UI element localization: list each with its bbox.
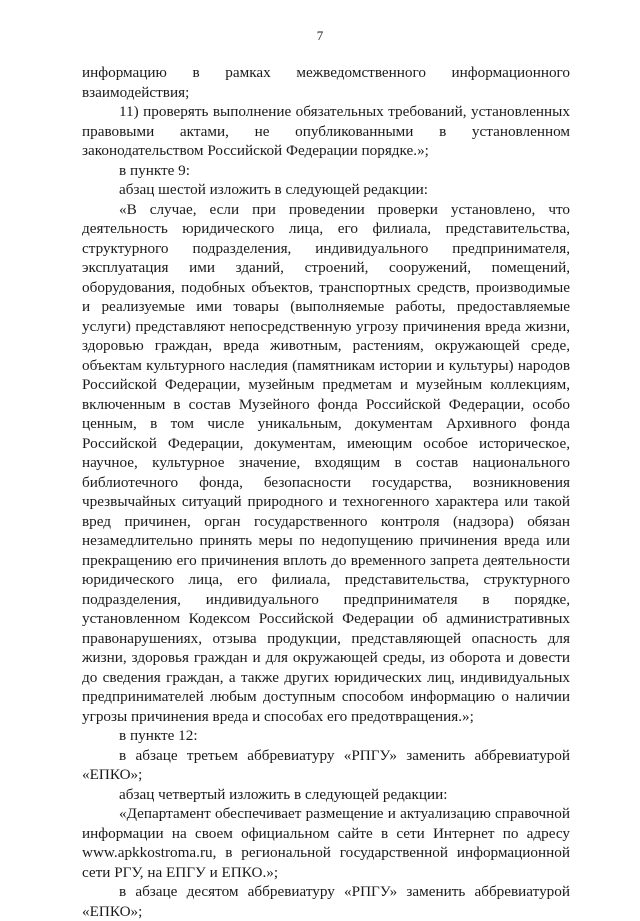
paragraph-clause-12-tenth: в абзаце десятом аббревиатуру «РПГУ» заменить аббревиатурой «ЕПКО»; — [82, 883, 570, 920]
page-number: 7 — [316, 28, 324, 43]
document-body — [82, 63, 570, 921]
paragraph-clause-12-heading: в пункте 12: — [119, 727, 198, 744]
paragraph-interagency-info: информацию в рамках межведомственного информационного взаимодействия; — [82, 64, 570, 101]
paragraph-clause-9-instruction: абзац шестой изложить в следующей редакции: — [119, 181, 428, 198]
paragraph-clause-9-new-text: «В случае, если при проведении проверки установлено, что деятельность юридического лица, его филиала, представительства, структурного подразделения, индивидуального предпринимателя, эксплуатация ими зданий, строений, сооружений, помещений, оборудования, подобных объектов, транспортных средств, производимые и реализуемые ими товары (выполняемые работы, предоставляемые услуги) представляют непосредственную угрозу причинения вреда жизни, здоровью граждан, вреда животным, растениям, окружающей среде, объектам культурного наследия (памятникам истории и культуры) народов Российской Федерации, музейным предметам и музейным коллекциям, включенным в состав Музейного фонда Российской Федерации, особо ценным, в том числе уникальным, документам Архивного фонда Российской Федерации, документам, имеющим особое историческое, научное, культурное значение, входящим в состав национального библиотечного фонда, безопасности государства, возникновения чрезвычайных ситуаций природного и техногенного характера или такой вред причинен, орган государственного контроля (надзора) обязан незамедлительно принять меры по недопущению причинения вреда или прекращению его причинения вплоть до временного запрета деятельности юридического лица, его филиала, представительства, структурного подразделения, индивидуального предпринимателя в порядке, установленном Кодексом Российской Федерации об административных правонарушениях, отзыва продукции, представляющей опасность для жизни, здоровья граждан и для окружающей среды, из оборота и довести до сведения граждан, а также других юридических лиц, индивидуальных предпринимателей любым доступным способом информацию о наличии угрозы причинения вреда и способах его предотвращения.»; — [82, 200, 570, 725]
paragraph-item-11: 11) проверять выполнение обязательных требований, установленных правовыми актами, не опубликованными в установленном законодательством Российской Федерации порядке.»; — [82, 103, 570, 159]
paragraph-clause-12-fourth-instruction: абзац четвертый изложить в следующей редакции: — [119, 785, 448, 803]
paragraph-clause-9-heading: в пункте 9: — [119, 161, 190, 179]
paragraph-clause-12-third: в абзаце третьем аббревиатуру «РПГУ» заменить аббревиатурой «ЕПКО»; — [82, 746, 570, 783]
paragraph-clause-12-fourth-new-text: «Департамент обеспечивает размещение и актуализацию справочной информации на своем официальном сайте в сети Интернет по адресу www.apkkostroma.ru, в региональной государственной информационной сети РГУ, на ЕПГУ и ЕПКО.»; — [82, 805, 570, 881]
